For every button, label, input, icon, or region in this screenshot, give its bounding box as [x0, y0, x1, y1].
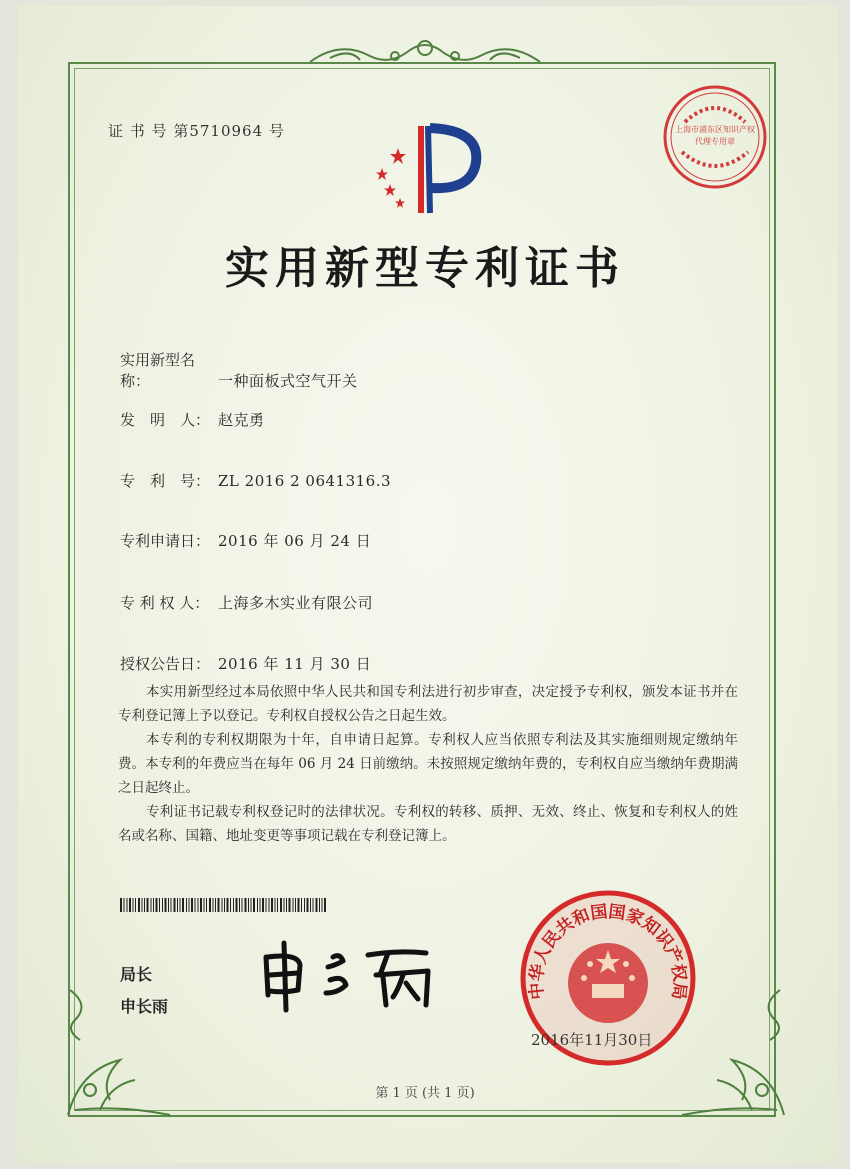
- body-paragraph: 本专利的专利权期限为十年，自申请日起算。专利权人应当依照专利法及其实施细则规定缴纳年费。本专利的年费应当在每年 06 月 24 日前缴纳。未按照规定缴纳年费的，专利权自应当缴纳年费期满之日起终止。: [118, 732, 738, 796]
- field-patentee: [120, 592, 373, 613]
- field-label: 专 利 号：: [120, 472, 211, 490]
- field-value: 2016 年 11 月 30 日: [218, 655, 372, 673]
- field-utility-model-name: [120, 349, 358, 391]
- body-paragraph: 本实用新型经过本局依照中华人民共和国专利法进行初步审查，决定授予专利权，颁发本证书并在专利登记簿上予以登记。专利权自授权公告之日起生效。: [118, 684, 738, 724]
- field-label: 实用新型名称：: [120, 351, 196, 390]
- certificate-title: 实用新型专利证书: [225, 243, 625, 294]
- field-label: 专 利 权 人：: [120, 594, 210, 612]
- certificate-number-value: 第5710964 号: [173, 122, 285, 140]
- field-value: 赵克勇: [218, 411, 265, 429]
- field-label: 发 明 人：: [120, 411, 211, 429]
- certificate-body: [118, 680, 738, 848]
- page-number: 第 1 页 (共 1 页): [375, 1086, 475, 1101]
- agency-stamp-icon: [660, 82, 770, 192]
- seal-text: 中华人民共和国国家知识产权局: [526, 901, 690, 1001]
- field-inventor: [120, 409, 265, 430]
- director-signature-icon: [258, 935, 448, 1015]
- field-patent-number: [120, 470, 391, 491]
- certificate-number: [108, 120, 285, 141]
- side-ornament-right-icon: [750, 985, 790, 1045]
- field-value: 2016 年 06 月 24 日: [218, 532, 372, 550]
- side-ornament-left-icon: [60, 985, 100, 1045]
- field-grant-date: [120, 653, 371, 674]
- certificate-number-label: 证 书 号: [108, 122, 168, 140]
- director-title: 局长: [120, 965, 153, 984]
- agency-stamp-agency: 代理专用章: [695, 137, 735, 146]
- barcode-icon: [120, 898, 328, 912]
- field-value: 上海多木实业有限公司: [218, 594, 374, 612]
- body-paragraph: 专利证书记载专利权登记时的法律状况。专利权的转移、质押、无效、终止、恢复和专利权人的姓名或名称、国籍、地址变更等事项记载在专利登记簿上。: [118, 804, 738, 844]
- field-application-date: [120, 530, 371, 551]
- seal-date: 2016年11月30日: [531, 1031, 653, 1049]
- agency-stamp-text: 上海市浦东区知识产权: [675, 125, 755, 134]
- field-value: ZL 2016 2 0641316.3: [218, 472, 392, 490]
- field-label: 专利申请日：: [120, 532, 211, 550]
- field-value: 一种面板式空气开关: [218, 372, 358, 390]
- patent-office-logo-icon: [368, 118, 498, 218]
- director-name: 申长雨: [120, 997, 169, 1016]
- field-label: 授权公告日：: [120, 655, 211, 673]
